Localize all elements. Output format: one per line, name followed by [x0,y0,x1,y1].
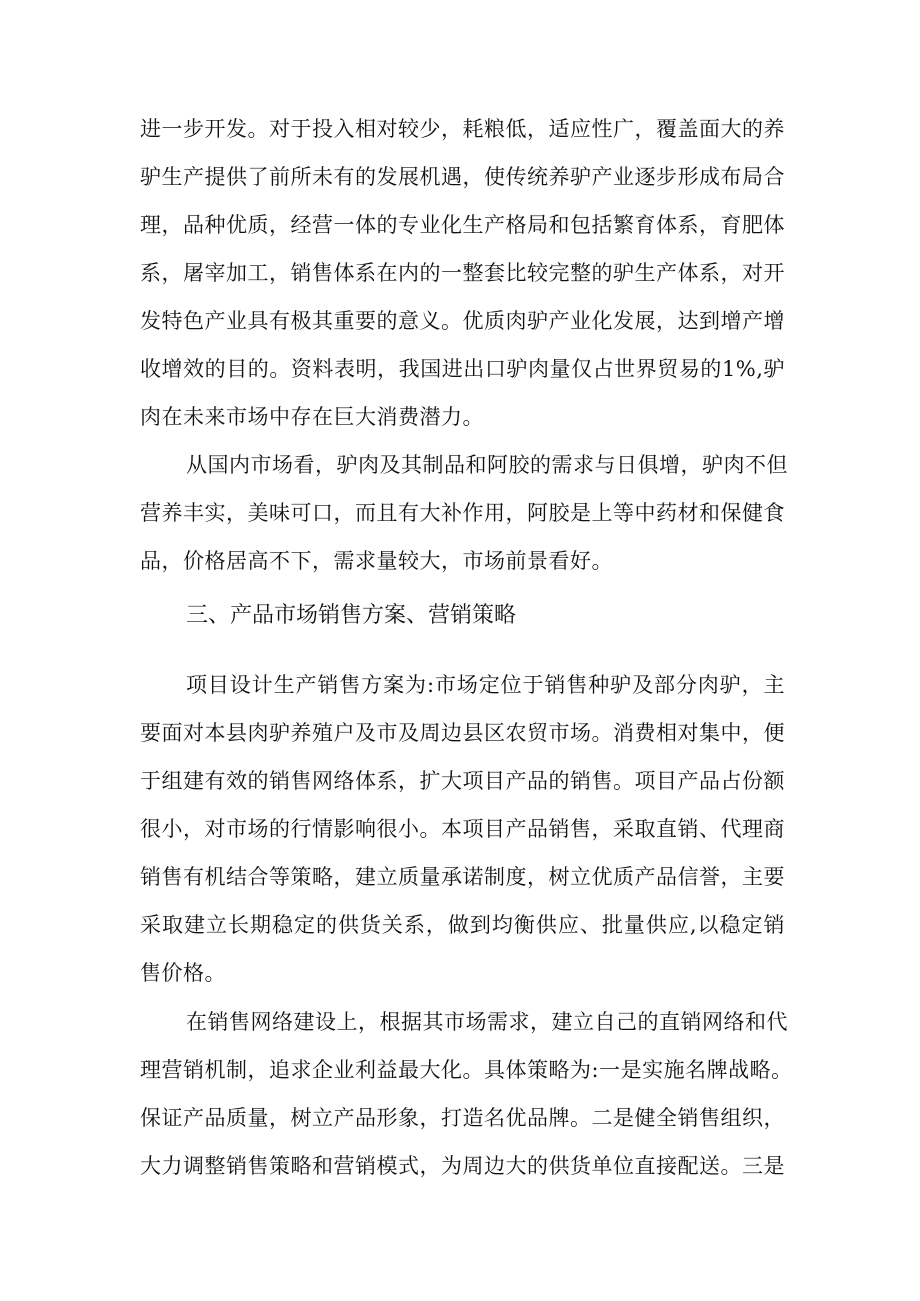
paragraph-3-line-2: 要面对本县肉驴养殖户及市及周边县区农贸市场。消费相对集中，便 [140,721,785,745]
paragraph-3-line-3: 于组建有效的销售网络体系，扩大项目产品的销售。项目产品占份额 [140,769,785,793]
paragraph-2-line-2: 营养丰实，美味可口，而且有大补作用，阿胶是上等中药材和保健食 [140,501,785,525]
paragraph-1-line-2: 驴生产提供了前所未有的发展机遇，使传统养驴产业逐步形成布局合 [140,165,785,189]
paragraph-4-line-3: 保证产品质量，树立产品形象，打造名优品牌。二是健全销售组织， [140,1106,785,1130]
paragraph-1-line-1: 进一步开发。对于投入相对较少，耗粮低，适应性广，覆盖面大的养 [140,117,785,141]
paragraph-3-line-6: 采取建立长期稳定的供货关系，做到均衡供应、批量供应,以稳定销 [140,913,785,937]
paragraph-1-line-5: 发特色产业具有极其重要的意义。优质肉驴产业化发展，达到增产增 [140,309,785,333]
section-heading: 三、产品市场销售方案、营销策略 [186,603,517,628]
paragraph-3-line-4: 很小，对市场的行情影响很小。本项目产品销售，采取直销、代理商 [140,817,785,841]
paragraph-4-line-4: 大力调整销售策略和营销模式，为周边大的供货单位直接配送。三是 [140,1154,785,1178]
paragraph-1-line-3: 理，品种优质，经营一体的专业化生产格局和包括繁育体系，育肥体 [140,213,785,237]
paragraph-1-line-6: 收增效的目的。资料表明，我国进出口驴肉量仅占世界贸易的1%,驴 [140,357,785,381]
paragraph-4-line-2: 理营销机制，追求企业利益最大化。具体策略为:一是实施名牌战略。 [140,1058,793,1082]
paragraph-3-line-5: 销售有机结合等策略，建立质量承诺制度，树立优质产品信誉，主要 [140,865,785,889]
paragraph-1-line-4: 系，屠宰加工，销售体系在内的一整套比较完整的驴生产体系，对开 [140,261,785,285]
paragraph-1-line-7: 肉在未来市场中存在巨大消费潜力。 [140,405,484,429]
paragraph-2-line-3: 品，价格居高不下，需求量较大，市场前景看好。 [140,549,613,573]
paragraph-4-line-1: 在销售网络建设上，根据其市场需求，建立自己的直销网络和代 [186,1010,788,1034]
paragraph-3-line-7: 售价格。 [140,961,226,985]
paragraph-2-line-1: 从国内市场看，驴肉及其制品和阿胶的需求与日俱增，驴肉不但 [186,453,788,477]
paragraph-3-line-1: 项目设计生产销售方案为:市场定位于销售种驴及部分肉驴，主 [186,673,785,697]
